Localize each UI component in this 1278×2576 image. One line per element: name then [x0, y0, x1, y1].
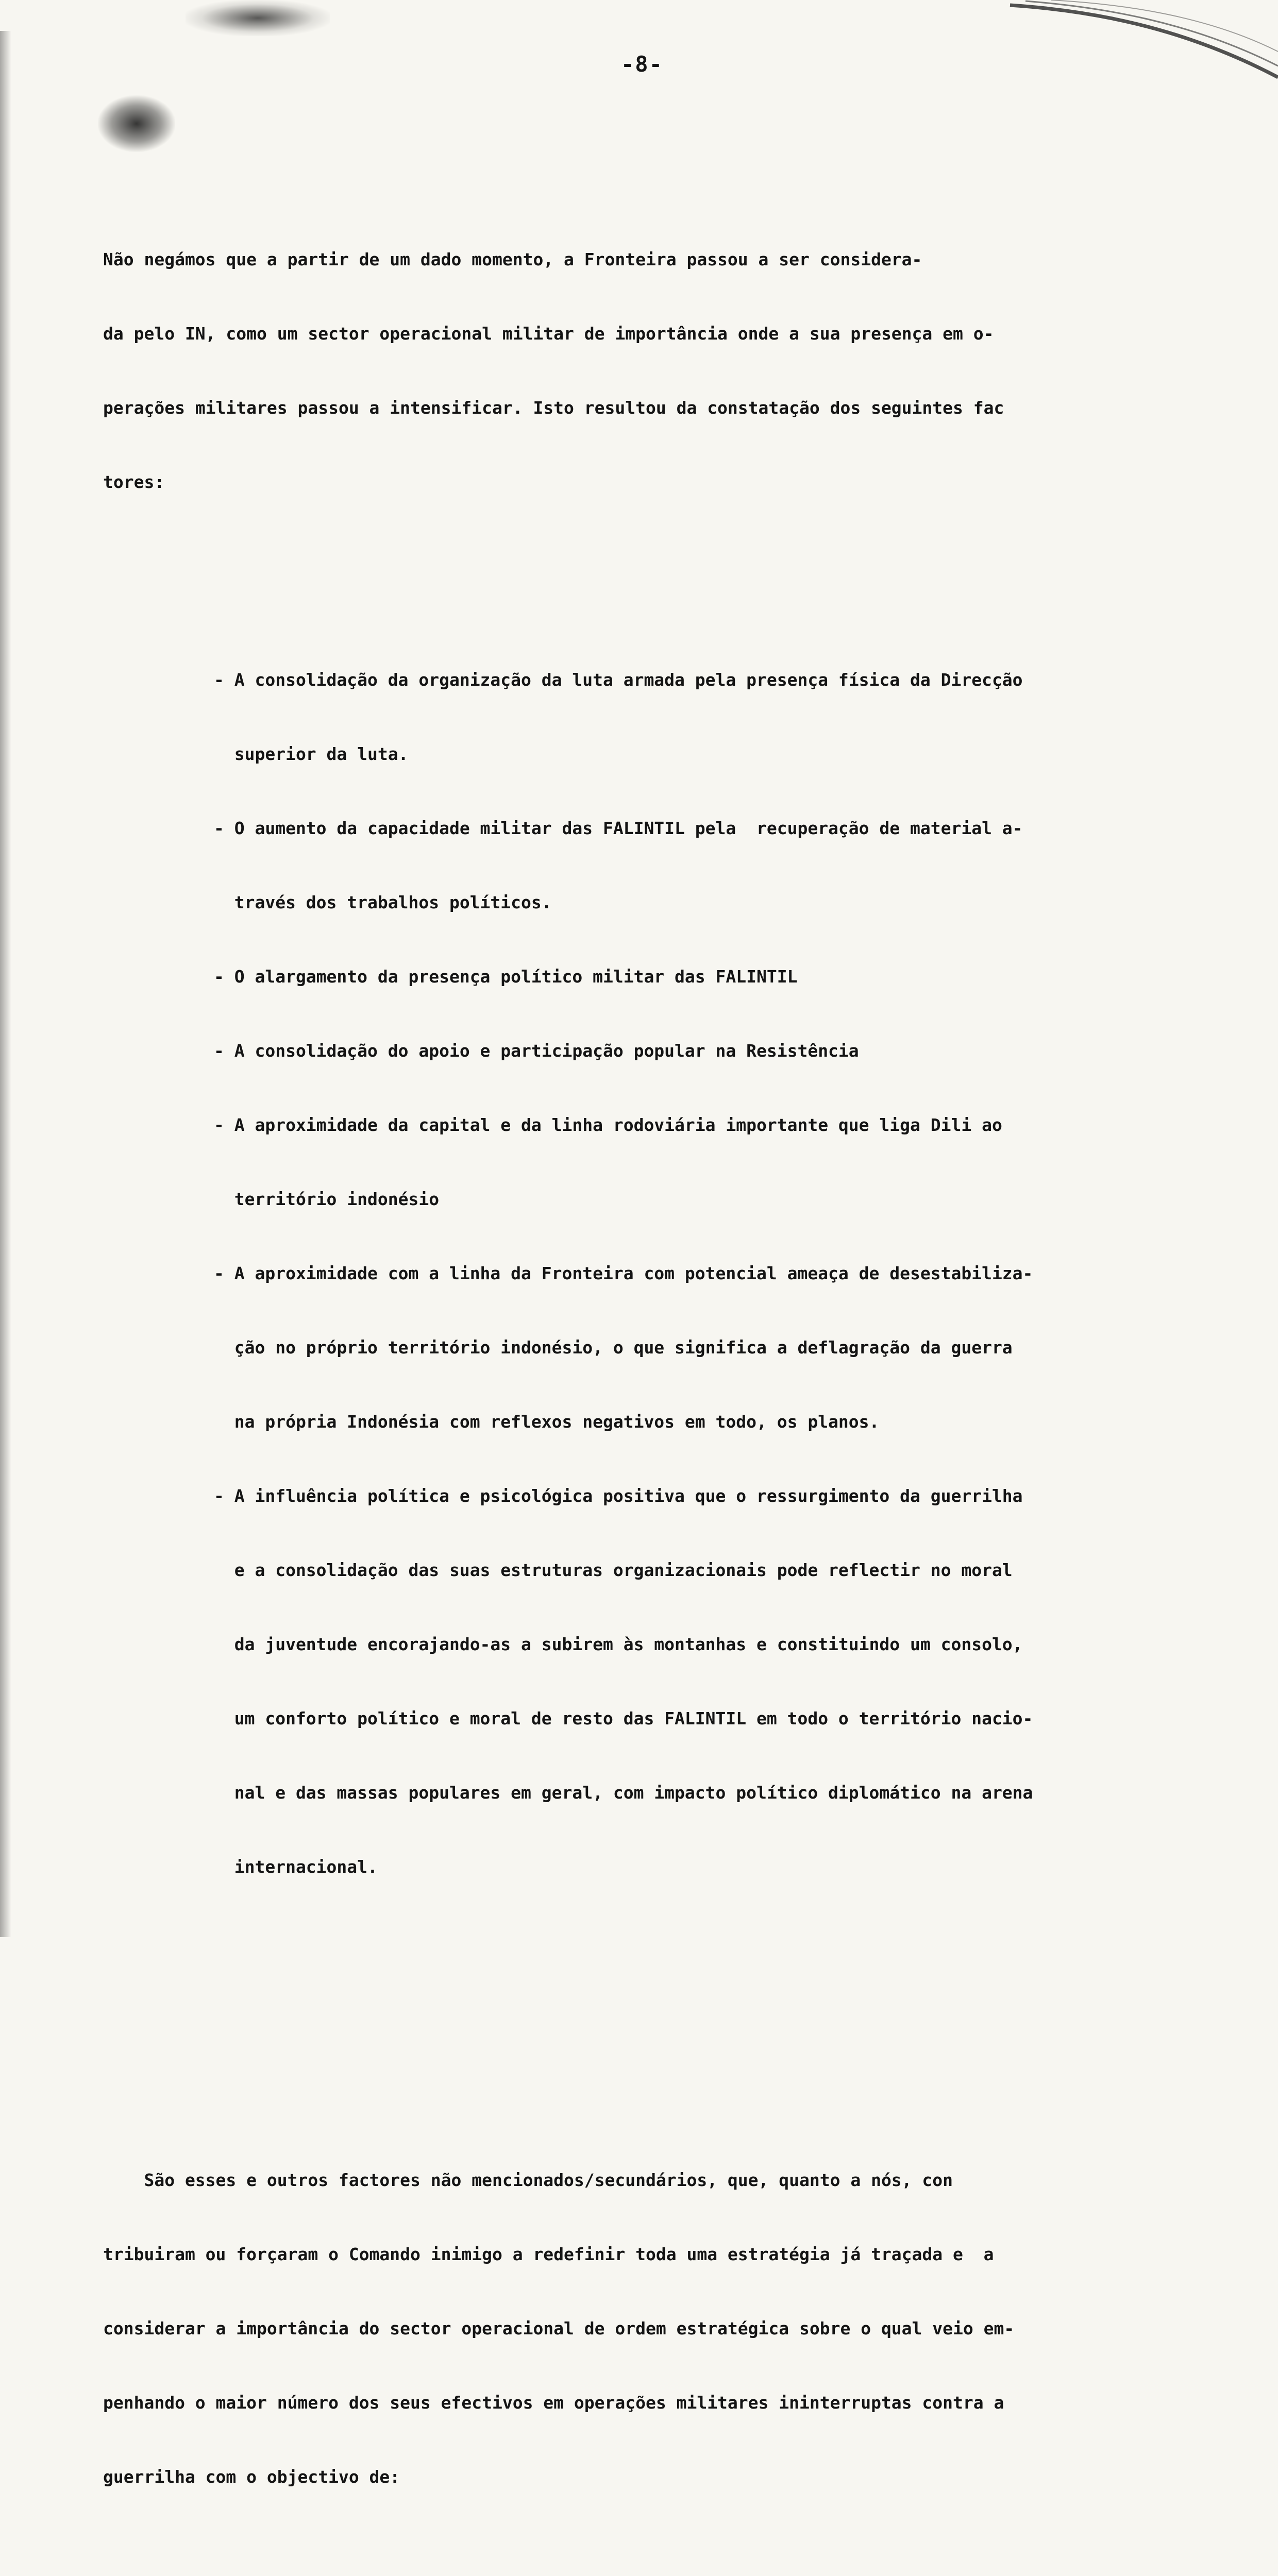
list-item: - A aproximidade da capital e da linha rodoviária importante que liga Dili ao — [214, 1115, 1002, 1135]
list-item: e a consolidação das suas estruturas organizacionais pode reflectir no moral — [214, 1560, 1013, 1580]
list-item: - A influência política e psicológica positiva que o ressurgimento da guerrilha — [214, 1486, 1023, 1506]
list-item: território indonésio — [214, 1189, 440, 1209]
list-item: ção no próprio território indonésio, o que significa a deflagração da guerra — [214, 1337, 1013, 1358]
text-line: tribuiram ou forçaram o Comando inimigo a redefinir toda uma estratégia já traçada e a — [103, 2244, 994, 2264]
list-item: - A consolidação da organização da luta armada pela presença física da Direcção — [214, 670, 1023, 690]
text-line: perações militares passou a intensificar. Isto resultou da constatação dos seguintes fac — [103, 398, 1004, 418]
list-item: um conforto político e moral de resto das FALINTIL em todo o território nacio- — [214, 1708, 1033, 1728]
scan-edge-shadow — [0, 31, 11, 1937]
document-body — [103, 124, 1216, 2576]
list-item: internacional. — [214, 1857, 378, 1877]
text-line: da pelo IN, como um sector operacional militar de importância onde a sua presença em o- — [103, 324, 994, 344]
text-line: Não negámos que a partir de um dado momento, a Fronteira passou a ser considera- — [103, 249, 922, 269]
list-item: na própria Indonésia com reflexos negativos em todo, os planos. — [214, 1412, 880, 1432]
list-item: través dos trabalhos políticos. — [214, 892, 552, 912]
list-item: - O aumento da capacidade militar das FALINTIL pela recuperação de material a- — [214, 818, 1023, 838]
scan-streak-corner — [1010, 0, 1278, 72]
text-line: penhando o maior número dos seus efectivos em operações militares ininterruptas contra a — [103, 2393, 1004, 2413]
list-item: superior da luta. — [214, 744, 409, 764]
list-item: nal e das massas populares em geral, com impacto político diplomático na arena — [214, 1783, 1033, 1803]
page-number: -8- — [621, 52, 663, 77]
paragraph — [103, 2119, 1216, 2539]
text-line: guerrilha com o objectivo de: — [103, 2467, 400, 2487]
text-line: São esses e outros factores não mencionados/secundários, que, quanto a nós, con — [103, 2170, 953, 2190]
list-item: - A consolidação do apoio e participação popular na Resistência — [214, 1041, 859, 1061]
paragraph — [103, 198, 1216, 544]
list-item: da juventude encorajando-as a subirem às montanhas e constituindo um consolo, — [214, 1634, 1023, 1654]
list-item: - O alargamento da presença político militar das FALINTIL — [214, 967, 798, 987]
ink-smudge-top — [186, 0, 330, 36]
text-line: tores: — [103, 472, 165, 492]
factor-list — [103, 618, 1216, 1929]
text-line: considerar a importância do sector operacional de ordem estratégica sobre o qual veio em- — [103, 2318, 1015, 2338]
list-item: - A aproximidade com a linha da Fronteira com potencial ameaça de desestabiliza- — [214, 1263, 1033, 1283]
